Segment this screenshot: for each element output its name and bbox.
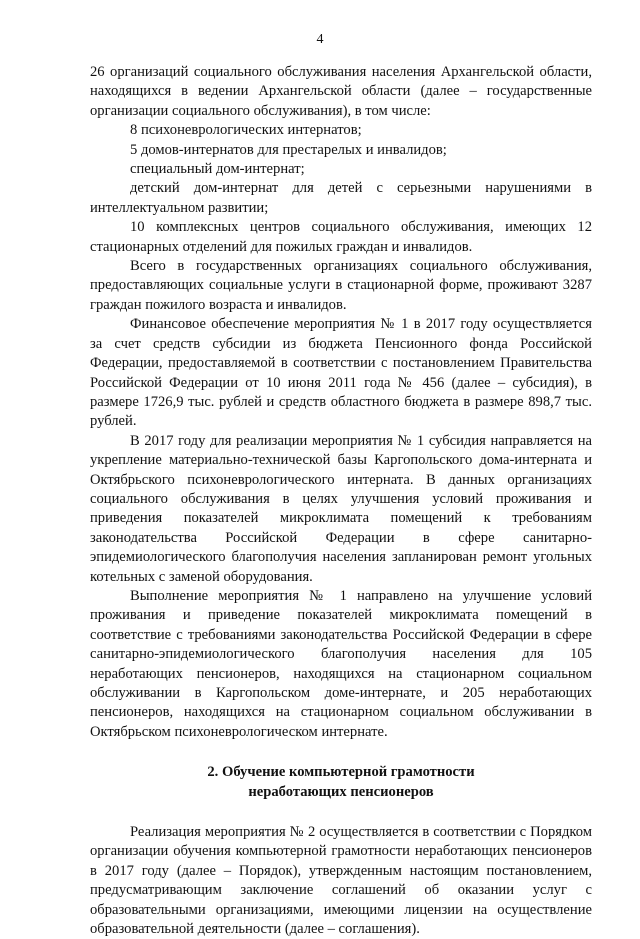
section-heading [90,763,592,802]
list-item: детский дом-интернат для детей с серьезными нарушениями в интеллектуальном развитии; [90,180,592,216]
list-item: специальный дом-интернат; [130,161,305,178]
paragraph: 26 организаций социального обслуживания населения Архангельской области, находящихся в ведении Архангельской области (далее – государственные организации социального обслуживания), в том числе: [90,64,592,119]
section-heading-line: неработающих пенсионеров [248,783,434,800]
paragraph: Выполнение мероприятия № 1 направлено на улучшение условий проживания и приведение показателей микроклимата помещений в соответствие с требованиями законодательства Российской Федерации в сфере санитарно-эпидемиологического благополучия населения для 105 неработающих пенсионеров, находящихся на стационарном социальном обслуживании в Каргопольском доме-интернате, и 205 неработающих пенсионеров, находящихся на стационарном социальном обслуживании в Октябрьском психоневрологическом интернате. [90,587,592,740]
list-item: 10 комплексных центров социального обслуживания, имеющих 12 стационарных отделений для пожилых граждан и инвалидов. [90,219,592,255]
paragraph: Всего в государственных организациях социального обслуживания, предоставляющих социальные услуги в стационарной форме, проживают 3287 граждан пожилого возраста и инвалидов. [90,258,592,313]
paragraph: Реализация мероприятия № 2 осуществляется в соответствии с Порядком организации обучения компьютерной грамотности неработающих пенсионеров в 2017 году (далее – Порядок), утвержденным настоящим постановлением, предусматривающим заключение соглашений об оказании услуг с образовательными организациями, имеющими лицензии на осуществление образовательной деятельности (далее – соглашения). [90,824,592,938]
paragraph: Финансовое обеспечение мероприятия № 1 в 2017 году осуществляется за счет средств субсидии из бюджета Пенсионного фонда Российской Федерации, предоставляемой в соответствии с постановлением Правительства Российской Федерации от 10 июня 2011 года № 456 (далее – субсидия), в размере 1726,9 тыс. рублей и средств областного бюджета в размере 898,7 тыс. рублей. [90,316,592,430]
page-number: 4 [316,32,324,47]
document-body [90,63,592,939]
list-item: 8 психоневрологических интернатов; [130,122,362,139]
section-heading-line: 2. Обучение компьютерной грамотности [207,764,475,781]
paragraph: В 2017 году для реализации мероприятия № 1 субсидия направляется на укрепление материально-технической базы Каргопольского дома-интерната и Октябрьского психоневрологического интерната. В данных организациях социального обслуживания в целях улучшения условий проживания и приведения показателей микроклимата помещений к требованиям законодательства Российской Федерации в сфере санитарно-эпидемиологического благополучия населения запланирован ремонт угольных котельных с заменой оборудования. [90,432,592,585]
list-item: 5 домов-интернатов для престарелых и инвалидов; [130,141,447,158]
